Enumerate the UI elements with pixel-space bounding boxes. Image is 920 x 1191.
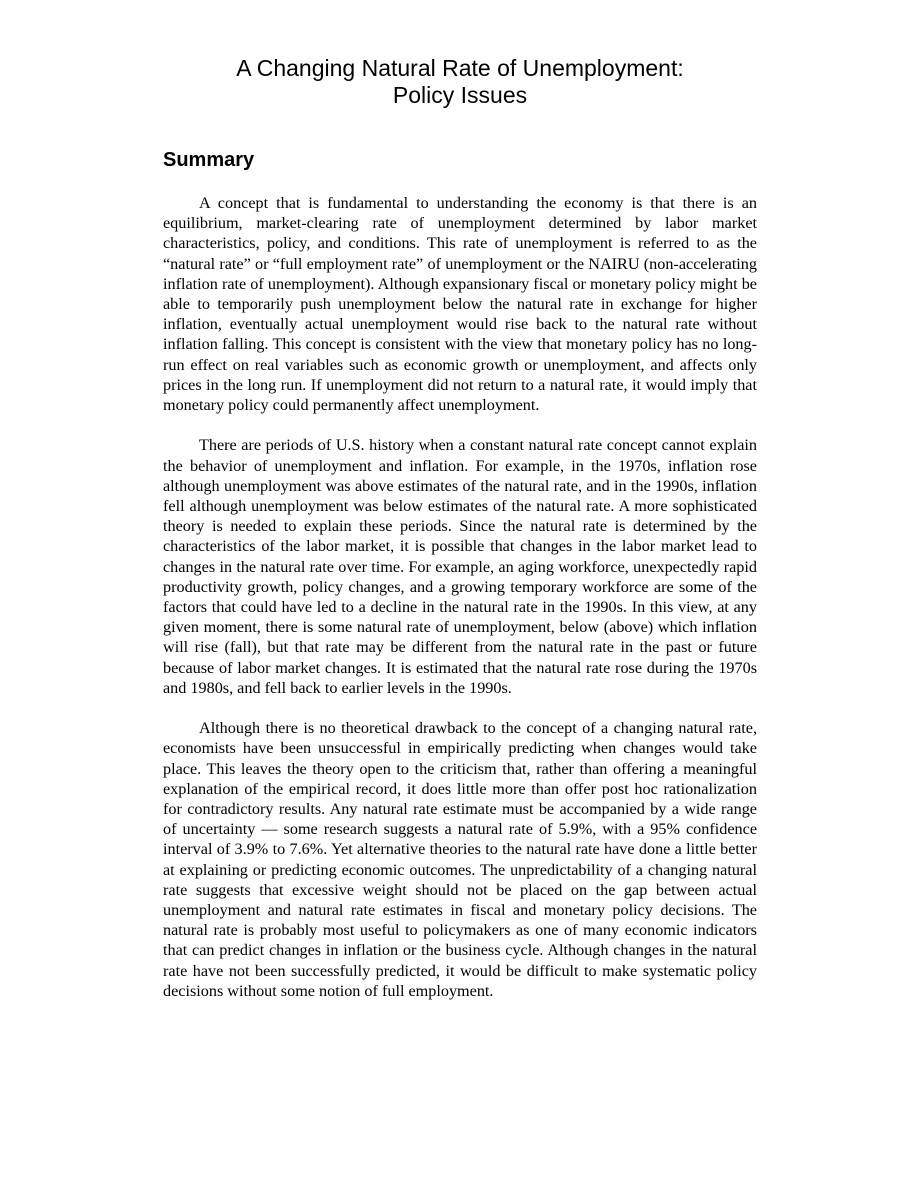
paragraph-2: There are periods of U.S. history when a constant natural rate concept cannot explain the behavior of unemployment and inflation. For example, in the 1970s, inflation rose although unemployment was above estimates of the natural rate, and in the 1990s, inflation fell although unemployment was below estimates of the natural rate. A more sophisticated theory is needed to explain these periods. Since the natural rate is determined by the characteristics of the labor market, it is possible that changes in the labor market lead to changes in the natural rate over time. For example, an aging workforce, unexpectedly rapid productivity growth, policy changes, and a growing temporary workforce are some of the factors that could have led to a decline in the natural rate in the 1990s. In this view, at any given moment, there is some natural rate of unemployment, below (above) which inflation will rise (fall), but that rate may be different from the natural rate in the past or future because of labor market changes. It is estimated that the natural rate rose during the 1970s and 1980s, and fell back to earlier levels in the 1990s. xyxy=(163,436,757,697)
document-title xyxy=(120,55,800,109)
section-heading-summary: Summary xyxy=(163,149,255,171)
title-line-1: A Changing Natural Rate of Unemployment: xyxy=(236,55,684,81)
summary-body xyxy=(163,193,757,1021)
paragraph-1: A concept that is fundamental to understanding the economy is that there is an equilibrium, market-clearing rate of unemployment determined by labor market characteristics, policy, and conditions. This rate of unemployment is referred to as the “natural rate” or “full employment rate” of unemployment or the NAIRU (non-accelerating inflation rate of unemployment). Although expansionary fiscal or monetary policy might be able to temporarily push unemployment below the natural rate in exchange for higher inflation, eventually actual unemployment would rise back to the natural rate without inflation falling. This concept is consistent with the view that monetary policy has no long-run effect on real variables such as economic growth or unemployment, and affects only prices in the long run. If unemployment did not return to a natural rate, it would imply that monetary policy could permanently affect unemployment. xyxy=(163,194,757,415)
title-line-2: Policy Issues xyxy=(392,82,528,108)
paragraph-3: Although there is no theoretical drawback to the concept of a changing natural rate, economists have been unsuccessful in empirically predicting when changes would take place. This leaves the theory open to the criticism that, rather than offering a meaningful explanation of the empirical record, it does little more than offer post hoc rationalization for contradictory results. Any natural rate estimate must be accompanied by a wide range of uncertainty — some research suggests a natural rate of 5.9%, with a 95% confidence interval of 3.9% to 7.6%. Yet alternative theories to the natural rate have done a little better at explaining or predicting economic outcomes. The unpredictability of a changing natural rate suggests that excessive weight should not be placed on the gap between actual unemployment and natural rate estimates in fiscal and monetary policy decisions. The natural rate is probably most useful to policymakers as one of many economic indicators that can predict changes in inflation or the business cycle. Although changes in the natural rate have not been successfully predicted, it would be difficult to make systematic policy decisions without some notion of full employment. xyxy=(163,719,757,1000)
